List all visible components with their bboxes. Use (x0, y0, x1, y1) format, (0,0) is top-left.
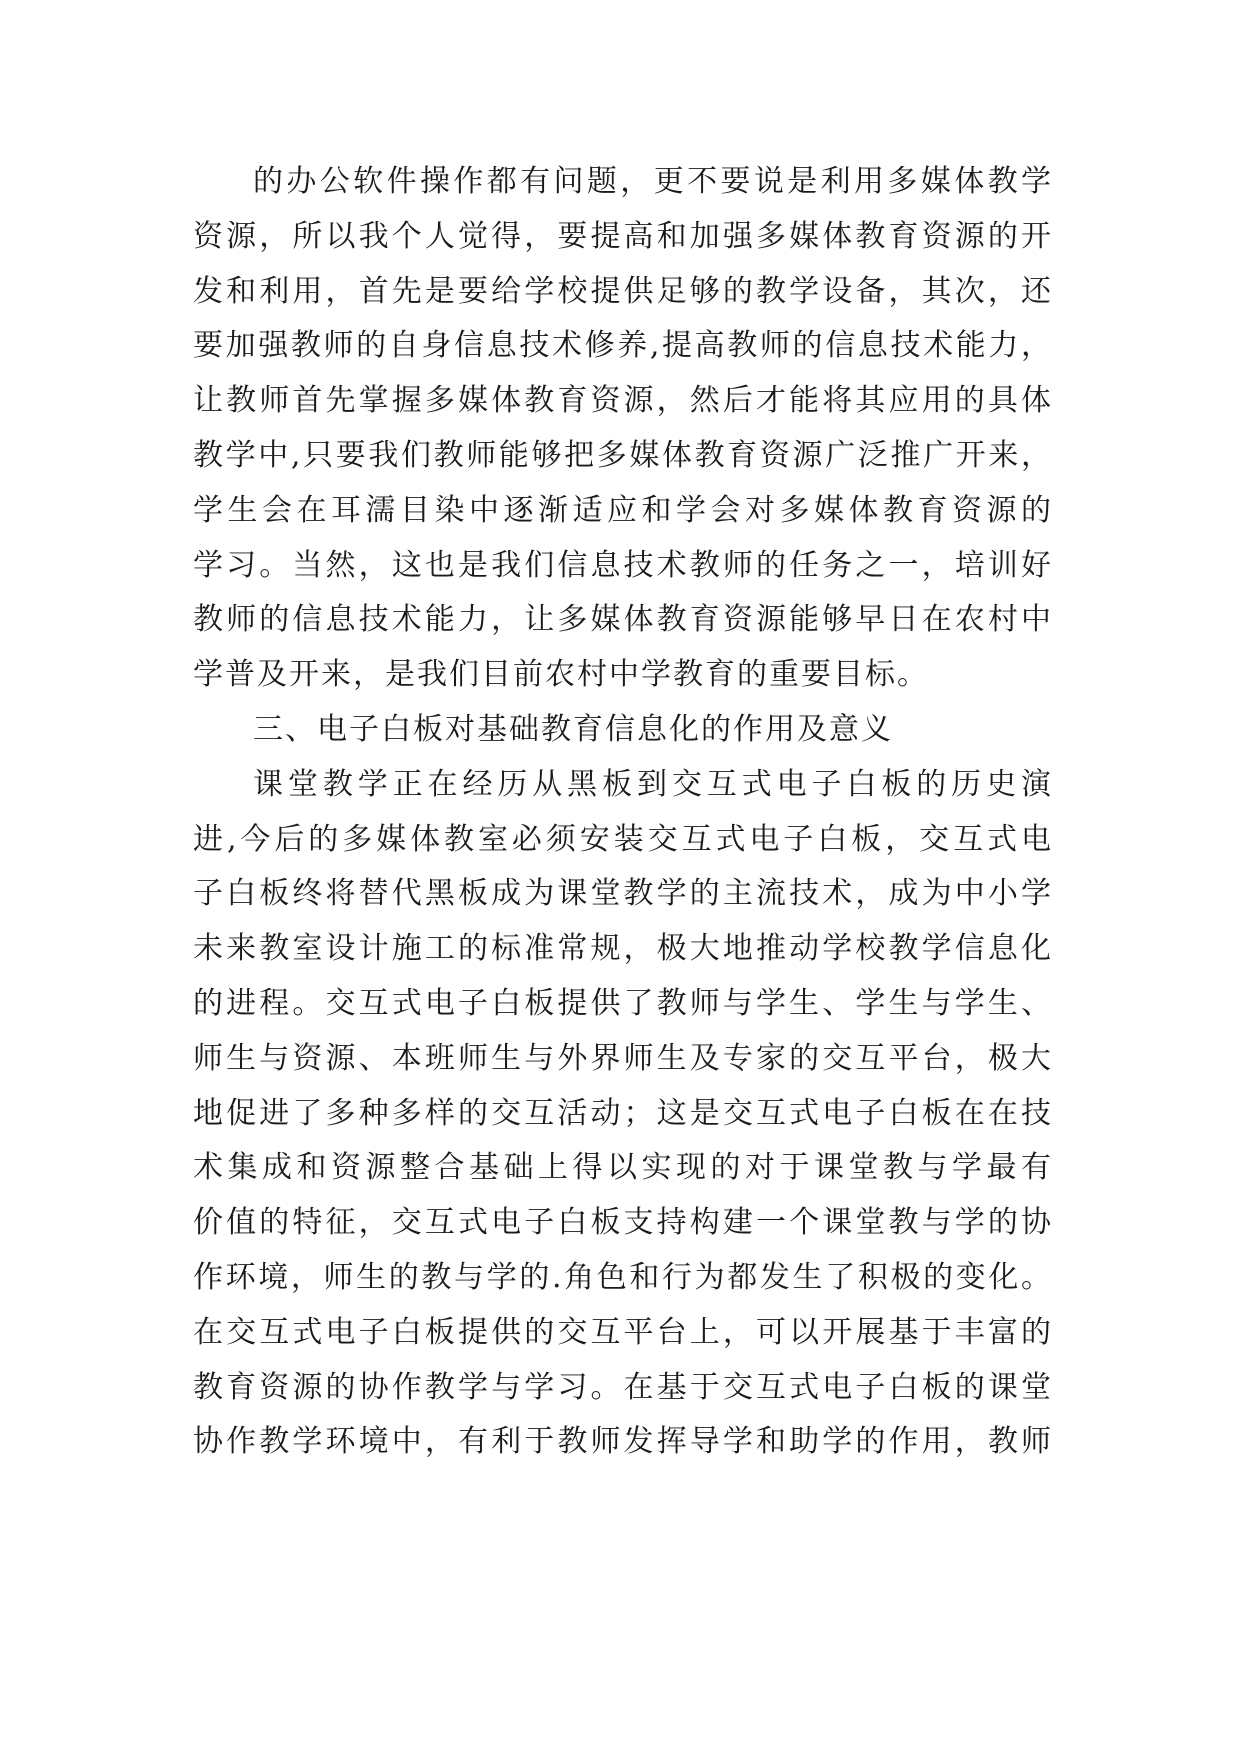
text-line: 协作教学环境中，有利于教师发挥导学和助学的作用，教师 (193, 1424, 1053, 1460)
text-line: 要加强教师的自身信息技术修养,提高教师的信息技术能力， (193, 328, 1053, 364)
section-heading: 三、电子白板对基础教育信息化的作用及意义 (253, 711, 893, 747)
text-line: 在交互式电子白板提供的交互平台上，可以开展基于丰富的 (193, 1314, 1053, 1350)
text-line: 教学中,只要我们教师能够把多媒体教育资源广泛推广开来， (193, 437, 1053, 473)
text-line: 的进程。交互式电子白板提供了教师与学生、学生与学生、 (193, 985, 1053, 1021)
text-line: 学习。当然，这也是我们信息技术教师的任务之一，培训好 (193, 547, 1053, 583)
text-line: 教师的信息技术能力，让多媒体教育资源能够早日在农村中 (193, 602, 1053, 638)
text-line: 课堂教学正在经历从黑板到交互式电子白板的历史演 (253, 766, 1053, 802)
text-line: 让教师首先掌握多媒体教育资源，然后才能将其应用的具体 (193, 383, 1053, 419)
text-line: 地促进了多种多样的交互活动；这是交互式电子白板在在技 (193, 1095, 1053, 1131)
text-line: 术集成和资源整合基础上得以实现的对于课堂教与学最有 (193, 1150, 1053, 1186)
text-line: 进,今后的多媒体教室必须安装交互式电子白板，交互式电 (193, 821, 1053, 857)
text-line: 作环境，师生的教与学的.角色和行为都发生了积极的变化。 (193, 1259, 1053, 1295)
text-line: 发和利用，首先是要给学校提供足够的教学设备，其次，还 (193, 273, 1053, 309)
text-line: 未来教室设计施工的标准常规，极大地推动学校教学信息化 (193, 931, 1053, 967)
text-line: 子白板终将替代黑板成为课堂教学的主流技术，成为中小学 (193, 876, 1053, 912)
text-line: 资源，所以我个人觉得，要提高和加强多媒体教育资源的开 (193, 218, 1053, 254)
text-line: 价值的特征，交互式电子白板支持构建一个课堂教与学的协 (193, 1205, 1053, 1241)
text-line: 的办公软件操作都有问题，更不要说是利用多媒体教学 (253, 164, 1053, 199)
text-line: 学普及开来，是我们目前农村中学教育的重要目标。 (193, 657, 929, 693)
text-line: 师生与资源、本班师生与外界师生及专家的交互平台，极大 (193, 1040, 1053, 1076)
body-text (193, 155, 1053, 1470)
text-line: 教育资源的协作教学与学习。在基于交互式电子白板的课堂 (193, 1369, 1053, 1405)
text-line: 学生会在耳濡目染中逐渐适应和学会对多媒体教育资源的 (193, 492, 1053, 528)
